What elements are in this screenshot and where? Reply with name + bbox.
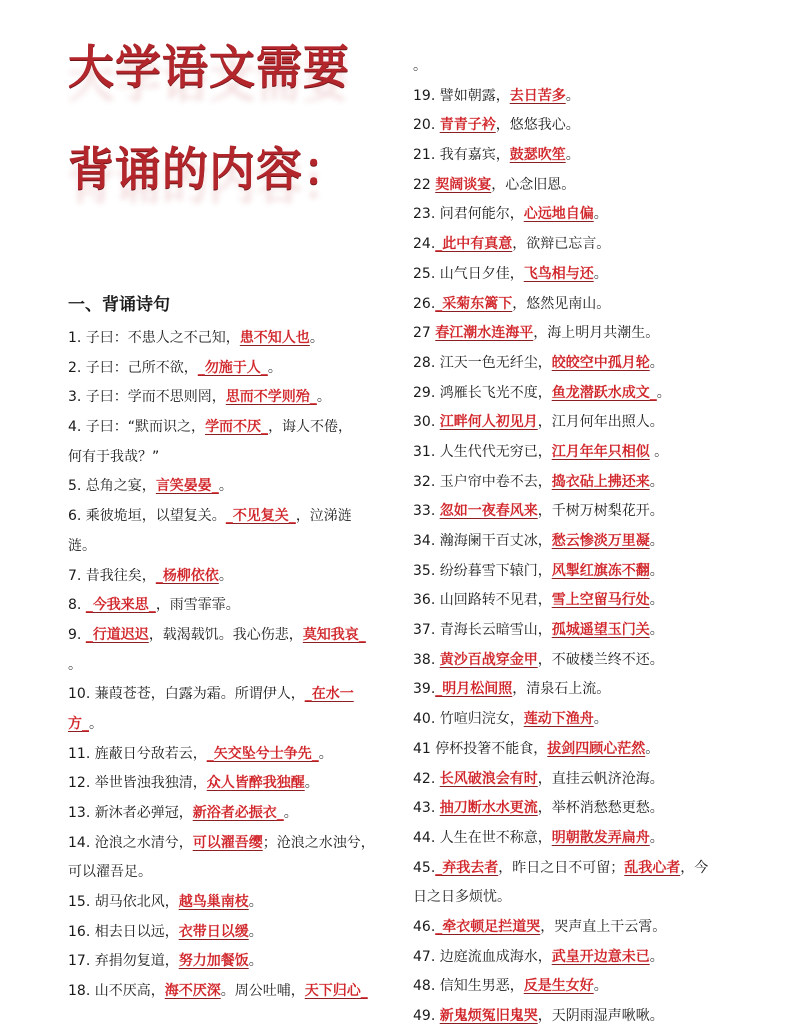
verse-line — [68, 799, 388, 829]
verse-text: 19. 譬如朝露， — [413, 87, 510, 104]
verse-text: 9. — [68, 626, 86, 643]
verse-text: 44. 人生在世不称意， — [413, 829, 552, 846]
verse-line — [413, 379, 713, 409]
answer-blank: _弃我去者 — [435, 859, 499, 876]
verse-text: 。 — [218, 478, 233, 495]
answer-blank: 众人皆醉我独醒 — [206, 775, 305, 792]
answer-blank: 越鸟巢南枝 — [178, 894, 249, 911]
answer-blank: _明月松间照 — [435, 681, 513, 698]
verse-text: 42. — [413, 770, 440, 787]
verse-line — [413, 705, 713, 735]
verse-text: 涟。 — [68, 537, 96, 554]
verse-text: ，哭声直上干云霄。 — [540, 918, 667, 935]
answer-blank: _勿施于人_ — [197, 359, 268, 376]
verse-line — [413, 408, 713, 438]
verse-line — [413, 527, 713, 557]
verse-text: 。周公吐哺， — [220, 983, 305, 1000]
verse-text: 。 — [565, 147, 580, 164]
right-column — [413, 52, 713, 1032]
answer-blank: 海不厌深 — [164, 983, 221, 1000]
verse-text: 5. 总角之宴， — [68, 478, 156, 495]
answer-blank: 武皇开边意未已 — [551, 948, 650, 965]
verse-line — [413, 82, 713, 112]
page-title-line-2: 背诵的内容： — [68, 142, 350, 196]
verse-text: 28. 江天一色无纤尘， — [413, 354, 552, 371]
verse-text: 。 — [649, 622, 664, 639]
answer-blank: 反是生女好 — [523, 978, 594, 995]
verse-text: 12. 举世皆浊我独清， — [68, 775, 207, 792]
verse-line — [68, 354, 388, 384]
verse-text: 21. 我有嘉宾， — [413, 147, 510, 164]
verse-line — [413, 230, 713, 260]
verse-line — [68, 680, 388, 710]
verse-line — [413, 260, 713, 290]
answer-blank: _此中有真意 — [435, 236, 513, 253]
verse-text: ，江月何年出照人。 — [537, 414, 664, 431]
verse-text: 22 — [413, 176, 436, 193]
answer-blank: 努力加餐饭 — [178, 953, 249, 970]
answer-blank: 孤城遥望玉门关 — [551, 622, 650, 639]
answer-blank: 江月年年只相似 — [551, 443, 650, 460]
verse-text: 36. 山回路转不见君， — [413, 592, 552, 609]
answer-blank: 学而不厌_ — [205, 419, 269, 436]
verse-line — [413, 972, 713, 1002]
verse-text: 13. 新沐者必弹冠， — [68, 805, 193, 821]
answer-blank: 长风破浪会有时 — [439, 770, 538, 787]
verse-text: 38. — [413, 651, 440, 668]
verse-text: 。 — [593, 978, 608, 995]
answer-blank: 莲动下渔舟 — [523, 711, 594, 728]
verse-text: 。 — [316, 389, 331, 406]
verse-text: 30. — [413, 414, 440, 431]
answer-blank: 契阔谈宴 — [435, 176, 492, 193]
answer-blank: 乱我心者 — [624, 859, 681, 876]
verse-text: 29. 鸿雁长飞光不度， — [413, 384, 552, 401]
answer-blank: 思而不学则殆_ — [225, 389, 317, 406]
verse-line — [413, 141, 713, 171]
verse-text: ，雨雪霏霏。 — [155, 597, 240, 614]
verse-line — [413, 735, 713, 765]
verse-text: ，不破楼兰终不还。 — [537, 651, 664, 668]
answer-blank: 天下归心_ — [304, 983, 368, 1000]
answer-blank: 新鬼烦冤旧鬼哭 — [439, 1008, 538, 1024]
verse-line — [413, 319, 713, 349]
verse-line — [413, 824, 713, 854]
answer-blank: 飞鸟相与还 — [523, 265, 594, 282]
verse-text: 。 — [248, 953, 263, 970]
verse-text: 日之日多烦忧。 — [413, 889, 511, 906]
verse-text: 32. 玉户帘中卷不去， — [413, 473, 552, 490]
answer-blank: _牵衣顿足拦道哭 — [435, 918, 541, 935]
verse-line — [413, 52, 713, 82]
verse-line — [68, 502, 388, 532]
verse-text: 8. — [68, 597, 86, 614]
verse-text: 34. 瀚海阑干百丈冰， — [413, 533, 552, 549]
verse-line — [413, 913, 713, 943]
verse-line — [68, 591, 388, 621]
verse-line — [413, 111, 713, 141]
verse-text: 37. 青海长云暗雪山， — [413, 622, 552, 639]
verse-text: 10. 蒹葭苍苍，白露为霜。所谓伊人， — [68, 686, 305, 703]
verse-text: 。 — [649, 354, 664, 371]
verse-line — [68, 977, 388, 1007]
verse-line — [413, 349, 713, 379]
verse-text: 。 — [248, 894, 263, 911]
verse-text: 1. 子曰：不患人之不己知， — [68, 330, 240, 346]
verse-text: 何有于我哉？” — [68, 448, 160, 465]
verse-text: 16. 相去日以远， — [68, 923, 179, 940]
answer-blank: _不见复关_ — [225, 508, 296, 525]
verse-line — [413, 290, 713, 320]
verse-text: 。 — [413, 58, 427, 74]
verse-text: 17. 弃捐勿复道， — [68, 953, 179, 970]
answer-blank: 捣衣砧上拂还来 — [551, 473, 650, 490]
answer-blank: _杨柳依依 — [155, 567, 219, 584]
page-title-line-1: 大学语文需要 — [68, 40, 350, 94]
verse-text: 14. 沧浪之水清兮， — [68, 834, 193, 851]
verse-line — [413, 646, 713, 676]
verse-text: ，举杯消愁愁更愁。 — [537, 800, 664, 817]
answer-blank: 衣带日以缓 — [178, 923, 249, 940]
verse-line — [413, 200, 713, 230]
verse-text: 31. 人生代代无穷已， — [413, 443, 552, 460]
verse-line — [68, 740, 388, 770]
verse-line — [68, 621, 388, 651]
verse-line — [68, 443, 388, 473]
verse-line — [413, 794, 713, 824]
verse-line — [68, 562, 388, 592]
left-column — [68, 324, 388, 1007]
verse-text: 46. — [413, 918, 436, 935]
verse-text: 。 — [649, 533, 664, 549]
verse-text: 。 — [68, 656, 82, 673]
verse-text: ，清泉石上流。 — [512, 681, 611, 698]
answer-blank: 春江潮水连海平 — [435, 325, 534, 342]
verse-text: 15. 胡马依北风， — [68, 894, 179, 911]
verse-line — [68, 769, 388, 799]
answer-blank: 雪上空留马行处 — [551, 592, 650, 609]
verse-text: 43. — [413, 800, 440, 817]
verse-line — [413, 675, 713, 705]
verse-line — [68, 532, 388, 562]
verse-text: 35. 纷纷暮雪下辕门， — [413, 562, 552, 579]
verse-text: 25. 山气日夕佳， — [413, 265, 524, 282]
verse-line — [413, 438, 713, 468]
verse-text: ，载渴载饥。我心伤悲， — [148, 626, 303, 643]
answer-blank: 明朝散发弄扁舟 — [551, 829, 650, 846]
answer-blank: 新浴者必振衣_ — [192, 805, 284, 821]
verse-text: 。 — [649, 829, 664, 846]
verse-text: 。 — [649, 562, 664, 579]
verse-text: 。 — [593, 206, 608, 223]
verse-line — [68, 383, 388, 413]
verse-text: 45. — [413, 859, 436, 876]
verse-text: 2. 子曰：己所不欲， — [68, 359, 198, 376]
verse-text: 。 — [649, 443, 669, 460]
verse-text: ，诲人不倦， — [268, 419, 353, 436]
verse-text: 。 — [267, 359, 282, 376]
verse-text: 。 — [248, 923, 263, 940]
verse-text: ，悠然见南山。 — [512, 295, 611, 312]
answer-blank: 患不知人也 — [239, 330, 310, 346]
verse-line — [68, 918, 388, 948]
verse-text: 。 — [318, 745, 333, 762]
verse-line — [68, 829, 388, 859]
answer-blank: 青青子衿 — [439, 117, 496, 134]
verse-line — [413, 883, 713, 913]
verse-text: 41 停杯投箸不能食， — [413, 740, 548, 757]
verse-text: ，心念旧恩。 — [491, 176, 576, 193]
verse-text: 。 — [656, 384, 671, 401]
verse-text: 。 — [593, 265, 608, 282]
verse-text: 。 — [593, 711, 608, 728]
answer-blank: _行道迟迟 — [85, 626, 149, 643]
verse-text: 26. — [413, 295, 436, 312]
verse-text: 。 — [218, 567, 233, 584]
section-heading: 一、背诵诗句 — [68, 295, 170, 315]
verse-text: 4. 子曰：“默而识之， — [68, 419, 206, 436]
verse-text: 18. 山不厌高， — [68, 983, 165, 1000]
verse-text: 。 — [89, 715, 103, 732]
verse-line — [413, 171, 713, 201]
answer-blank: 去日苦多 — [509, 87, 566, 104]
verse-text: 。 — [645, 740, 660, 757]
verse-line — [68, 858, 388, 888]
verse-line — [413, 1002, 713, 1032]
verse-text: 。 — [649, 473, 664, 490]
verse-line — [68, 324, 388, 354]
answer-blank: 江畔何人初见月 — [439, 414, 538, 431]
verse-line — [68, 472, 388, 502]
verse-text: 6. 乘彼垝垣，以望复关。 — [68, 508, 226, 525]
verse-line — [68, 413, 388, 443]
verse-text: ，直挂云帆济沧海。 — [537, 770, 664, 787]
verse-text: ，海上明月共潮生。 — [533, 325, 660, 342]
verse-text: ，悠悠我心。 — [495, 117, 580, 134]
verse-text: 27 — [413, 325, 436, 342]
verse-line — [413, 497, 713, 527]
verse-text: 3. 子曰：学而不思则罔， — [68, 389, 226, 406]
verse-line — [413, 468, 713, 498]
answer-blank: _采菊东篱下 — [435, 295, 513, 312]
verse-text: 48. 信知生男恶， — [413, 978, 524, 995]
verse-text: 可以濯吾足。 — [68, 864, 152, 881]
verse-line — [68, 710, 388, 740]
verse-text: 20. — [413, 117, 440, 134]
answer-blank: 可以濯吾缨 — [192, 834, 263, 851]
verse-line — [413, 616, 713, 646]
verse-text: 。 — [649, 948, 664, 965]
verse-text: 11. 旌蔽日兮敌若云， — [68, 745, 207, 762]
verse-text: 23. 问君何能尔， — [413, 206, 524, 223]
verse-line — [413, 854, 713, 884]
verse-text: ，昨日之日不可留； — [498, 859, 625, 876]
verse-text: 40. 竹喧归浣女， — [413, 711, 524, 728]
verse-line — [68, 888, 388, 918]
answer-blank: 拔剑四顾心茫然 — [547, 740, 646, 757]
verse-text: 7. 昔我往矣， — [68, 567, 156, 584]
verse-line — [413, 765, 713, 795]
answer-blank: 皎皎空中孤月轮 — [551, 354, 650, 371]
verse-line — [413, 586, 713, 616]
verse-text: ；沧浪之水浊兮， — [262, 834, 375, 851]
verse-line — [68, 947, 388, 977]
verse-text: 49. — [413, 1008, 440, 1024]
verse-line — [413, 557, 713, 587]
answer-blank: 鼓瑟吹笙 — [509, 147, 566, 164]
verse-line — [413, 943, 713, 973]
verse-text: 。 — [565, 87, 580, 104]
verse-text: 24. — [413, 236, 436, 253]
answer-blank: 忽如一夜春风来 — [439, 503, 538, 520]
verse-text: 39. — [413, 681, 436, 698]
answer-blank: 心远地自偏 — [523, 206, 594, 223]
answer-blank: _在水一 — [304, 686, 354, 703]
answer-blank: 方_ — [68, 715, 89, 732]
verse-text: 47. 边庭流血成海水， — [413, 948, 552, 965]
answer-blank: 抽刀断水水更流 — [439, 800, 538, 817]
answer-blank: 风掣红旗冻不翻 — [551, 562, 650, 579]
verse-text: 。 — [649, 592, 664, 609]
answer-blank: 鱼龙潜跃水成文_ — [551, 384, 657, 401]
verse-text: ，今 — [680, 859, 709, 876]
verse-line — [68, 651, 388, 681]
answer-blank: _今我来思_ — [85, 597, 156, 614]
answer-blank: _矢交坠兮士争先_ — [206, 745, 319, 762]
verse-text: ，天阴雨湿声啾啾。 — [537, 1008, 664, 1024]
verse-text: 。 — [304, 775, 319, 792]
verse-text: 33. — [413, 503, 440, 520]
answer-blank: 莫知我哀_ — [302, 626, 366, 643]
answer-blank: 黄沙百战穿金甲 — [439, 651, 538, 668]
verse-text: 。 — [283, 805, 298, 821]
answer-blank: 愁云惨淡万里凝 — [551, 533, 650, 549]
verse-text: ，欲辩已忘言。 — [512, 236, 611, 253]
verse-text: ，泣涕涟 — [295, 508, 352, 525]
verse-text: 。 — [309, 330, 324, 346]
answer-blank: 言笑晏晏_ — [155, 478, 219, 495]
verse-text: ，千树万树梨花开。 — [537, 503, 664, 520]
